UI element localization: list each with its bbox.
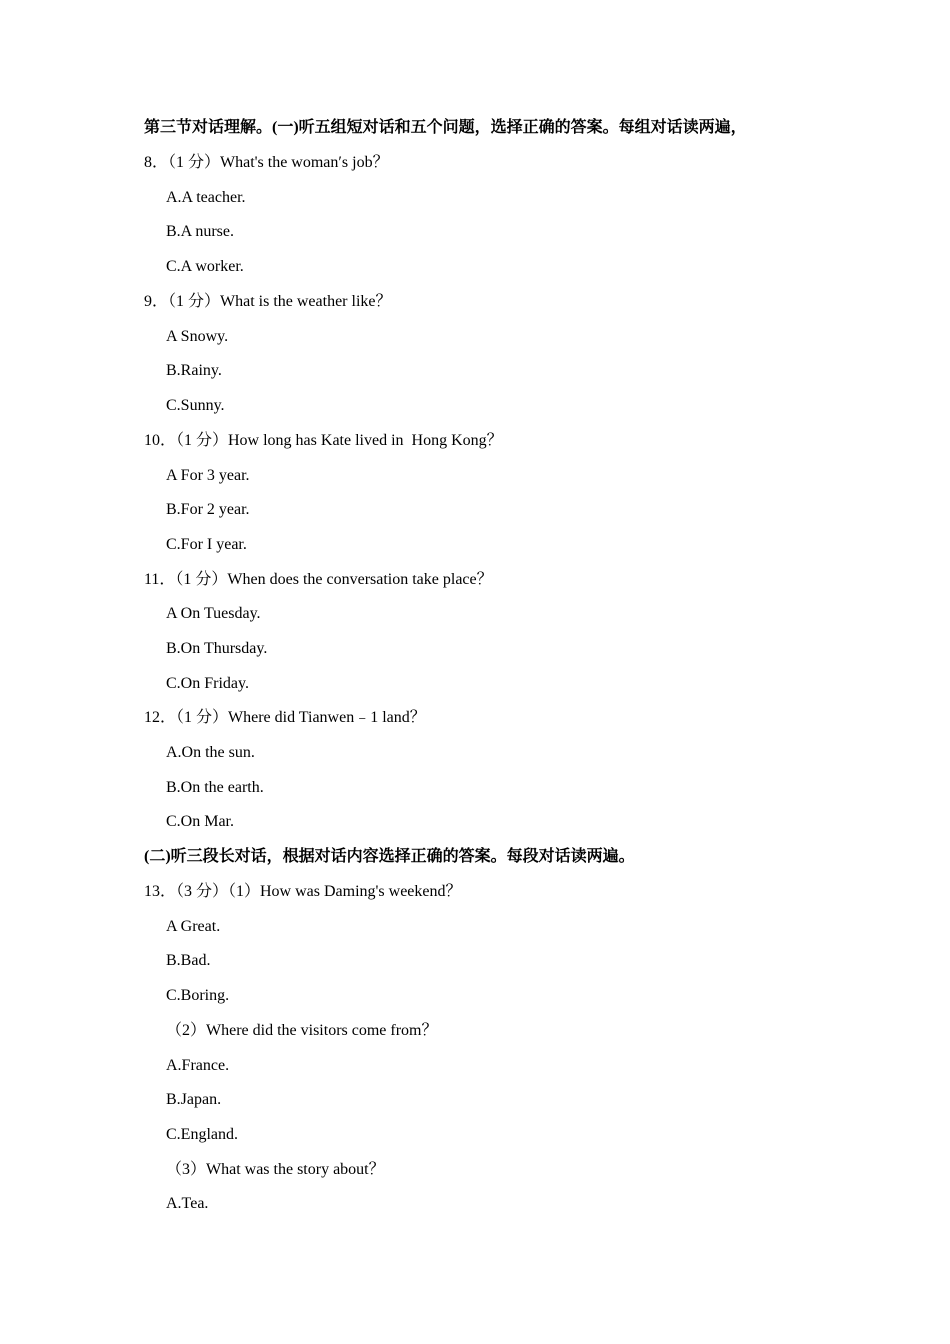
question-10-option-b: B.For 2 year. <box>166 501 250 518</box>
question-10-option-a: A For 3 year. <box>166 467 250 484</box>
question-8-option-c: C.A worker. <box>166 258 244 275</box>
question-13-2-option-a: A.France. <box>166 1057 230 1074</box>
question-8-option-b: B.A nurse. <box>166 223 234 240</box>
question-9-option-a: A Snowy. <box>166 328 229 345</box>
question-10-stem: 10．（1 分）How long has Kate lived in Hong Kong？ <box>144 432 503 449</box>
question-9-stem: 9．（1 分）What is the weather like？ <box>144 293 392 310</box>
section-heading: 第三节对话理解。(一)听五组短对话和五个问题，选择正确的答案。每组对话读两遍， <box>144 119 747 136</box>
question-11-option-a: A On Tuesday. <box>166 605 261 622</box>
question-10-option-c: C.For I year. <box>166 536 247 553</box>
question-13-stem: 13．（3 分）（1）How was Daming's weekend？ <box>144 883 462 900</box>
question-11-option-c: C.On Friday. <box>166 675 249 692</box>
question-12-option-a: A.On the sun. <box>166 744 255 761</box>
question-13-3-option-a: A.Tea. <box>166 1195 209 1212</box>
question-11-option-b: B.On Thursday. <box>166 640 268 657</box>
question-12-stem: 12．（1 分）Where did Tianwen﹣1 land？ <box>144 709 426 726</box>
question-9-option-c: C.Sunny. <box>166 397 225 414</box>
question-12-option-c: C.On Mar. <box>166 813 234 830</box>
question-9-option-b: B.Rainy. <box>166 362 222 379</box>
question-13-3-stem: （3）What was the story about？ <box>166 1161 385 1178</box>
question-8-stem: 8．（1 分）What's the woman′s job？ <box>144 154 389 171</box>
question-8-option-a: A.A teacher. <box>166 189 246 206</box>
question-12-option-b: B.On the earth. <box>166 779 264 796</box>
question-13-1-option-b: B.Bad. <box>166 952 211 969</box>
question-13-1-option-c: C.Boring. <box>166 987 230 1004</box>
question-11-stem: 11．（1 分）When does the conversation take place？ <box>144 571 493 588</box>
question-13-2-option-b: B.Japan. <box>166 1091 222 1108</box>
question-13-1-option-a: A Great. <box>166 918 221 935</box>
part-two-heading: (二)听三段长对话，根据对话内容选择正确的答案。每段对话读两遍。 <box>144 848 635 865</box>
question-13-2-stem: （2）Where did the visitors come from？ <box>166 1022 438 1039</box>
question-13-2-option-c: C.England. <box>166 1126 238 1143</box>
